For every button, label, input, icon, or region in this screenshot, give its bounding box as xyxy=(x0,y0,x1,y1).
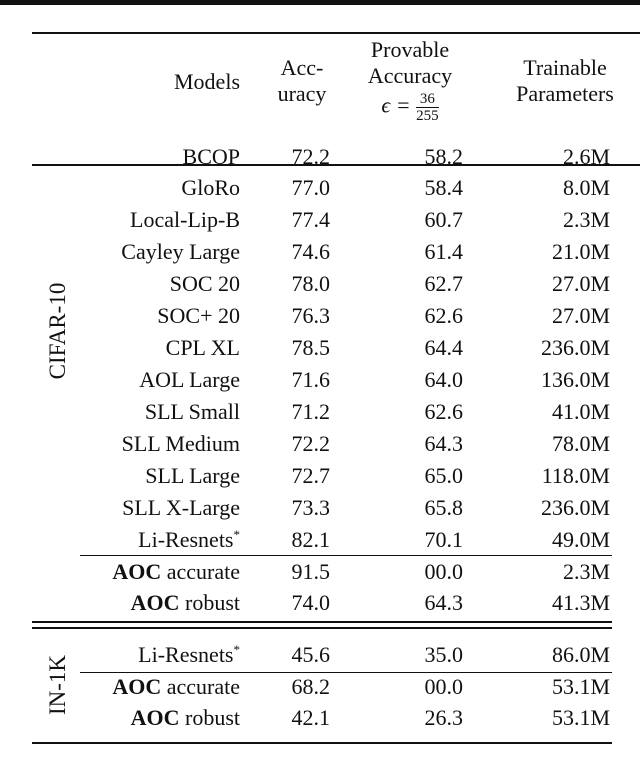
cell-provable-accuracy: 00.0 xyxy=(424,559,463,584)
cell-accuracy: 45.6 xyxy=(291,642,330,667)
header-rule xyxy=(32,164,640,166)
cell-model xyxy=(112,674,240,700)
eps-numerator: 36 xyxy=(416,91,439,108)
cell-parameters: 53.1M xyxy=(551,674,610,699)
cell-parameters: 236.0M xyxy=(540,495,610,520)
sub-rule-cifar xyxy=(80,555,612,556)
cell-parameters: 27.0M xyxy=(551,271,610,296)
cell-model xyxy=(122,431,240,457)
cell-parameters: 41.3M xyxy=(551,590,610,615)
cell-parameters: 8.0M xyxy=(562,175,610,200)
cell-provable-accuracy: 64.3 xyxy=(424,431,463,456)
header-params-line1: Trainable xyxy=(523,55,607,80)
footnote-marker: * xyxy=(233,527,240,542)
cell-provable-accuracy: 00.0 xyxy=(424,674,463,699)
cell-model xyxy=(138,527,240,553)
cell-model xyxy=(145,399,240,425)
header-provable-line2: Accuracy xyxy=(367,63,453,88)
cell-parameters: 21.0M xyxy=(551,239,610,264)
cell-accuracy: 72.2 xyxy=(291,431,330,456)
footnote-marker: * xyxy=(233,642,240,657)
cell-accuracy: 77.4 xyxy=(291,207,330,232)
header-accuracy xyxy=(262,55,342,107)
model-name: AOL Large xyxy=(139,367,240,392)
model-name: CPL XL xyxy=(165,335,240,360)
cell-model xyxy=(131,705,240,731)
epsilon-expression xyxy=(350,91,470,124)
model-bold-prefix: AOC xyxy=(130,705,180,730)
cell-accuracy: 74.6 xyxy=(291,239,330,264)
header-provable-accuracy xyxy=(350,37,470,124)
model-bold-prefix: AOC xyxy=(112,559,162,584)
cell-parameters: 49.0M xyxy=(551,527,610,552)
model-name: SLL X-Large xyxy=(122,495,240,520)
cell-provable-accuracy: 61.4 xyxy=(424,239,463,264)
header-accuracy-line2: uracy xyxy=(277,81,327,106)
cell-provable-accuracy: 64.3 xyxy=(424,590,463,615)
header-trainable-parameters xyxy=(490,55,640,107)
group-label-cifar10: CIFAR-10 xyxy=(45,282,70,380)
cell-parameters: 78.0M xyxy=(551,431,610,456)
model-name: SLL Large xyxy=(145,463,240,488)
cell-model xyxy=(139,367,240,393)
cell-parameters: 2.3M xyxy=(562,207,610,232)
model-name: Cayley Large xyxy=(121,239,240,264)
model-name: SLL Small xyxy=(144,399,240,424)
cell-accuracy: 77.0 xyxy=(291,175,330,200)
page-top-border xyxy=(0,0,640,5)
cell-accuracy: 71.6 xyxy=(291,367,330,392)
model-name: Li-Resnets xyxy=(138,642,234,667)
cell-accuracy: 68.2 xyxy=(291,674,330,699)
cell-provable-accuracy: 70.1 xyxy=(424,527,463,552)
eps-denominator: 255 xyxy=(416,108,439,124)
cell-accuracy: 78.5 xyxy=(291,335,330,360)
cell-model xyxy=(130,207,240,233)
model-name: robust xyxy=(185,705,240,730)
model-name: GloRo xyxy=(181,175,240,200)
cell-model xyxy=(183,144,240,170)
model-name: SOC+ 20 xyxy=(157,303,240,328)
cell-model xyxy=(131,590,240,616)
header-provable-line1: Provable xyxy=(370,37,450,62)
cell-accuracy: 73.3 xyxy=(291,495,330,520)
cell-parameters: 53.1M xyxy=(551,705,610,730)
cell-provable-accuracy: 64.4 xyxy=(424,335,463,360)
cell-parameters: 236.0M xyxy=(540,335,610,360)
cell-accuracy: 71.2 xyxy=(291,399,330,424)
cell-model xyxy=(145,463,240,489)
model-name: accurate xyxy=(166,559,240,584)
cell-parameters: 27.0M xyxy=(551,303,610,328)
double-rule-bottom xyxy=(32,627,612,629)
model-name: robust xyxy=(185,590,240,615)
model-name: BCOP xyxy=(182,144,240,169)
cell-model xyxy=(122,495,240,521)
epsilon-fraction xyxy=(416,91,439,124)
header-models: Models xyxy=(174,69,240,94)
cell-provable-accuracy: 64.0 xyxy=(424,367,463,392)
double-rule-top xyxy=(32,621,612,623)
cell-provable-accuracy: 26.3 xyxy=(424,705,463,730)
model-name: Li-Resnets xyxy=(138,527,234,552)
header-accuracy-line1: Acc- xyxy=(280,55,324,80)
cell-provable-accuracy: 65.8 xyxy=(424,495,463,520)
cell-model xyxy=(170,271,240,297)
cell-accuracy: 72.7 xyxy=(291,463,330,488)
model-name: SLL Medium xyxy=(121,431,240,456)
cell-parameters: 2.3M xyxy=(562,559,610,584)
cell-accuracy: 72.2 xyxy=(291,144,330,169)
cell-accuracy: 91.5 xyxy=(291,559,330,584)
cell-provable-accuracy: 65.0 xyxy=(424,463,463,488)
sub-rule-in1k xyxy=(80,672,612,673)
cell-parameters: 86.0M xyxy=(551,642,610,667)
model-bold-prefix: AOC xyxy=(112,674,162,699)
cell-provable-accuracy: 62.7 xyxy=(424,271,463,296)
cell-provable-accuracy: 62.6 xyxy=(424,303,463,328)
cell-parameters: 118.0M xyxy=(541,463,610,488)
cell-accuracy: 74.0 xyxy=(291,590,330,615)
cell-model xyxy=(121,239,240,265)
cell-accuracy: 76.3 xyxy=(291,303,330,328)
cell-accuracy: 82.1 xyxy=(291,527,330,552)
table-top-rule xyxy=(32,32,640,34)
model-bold-prefix: AOC xyxy=(130,590,180,615)
header-params-line2: Parameters xyxy=(516,81,614,106)
group-label-in1k: IN-1K xyxy=(45,654,70,716)
cell-model xyxy=(166,335,240,361)
cell-accuracy: 42.1 xyxy=(291,705,330,730)
cell-parameters: 41.0M xyxy=(551,399,610,424)
cell-accuracy: 78.0 xyxy=(291,271,330,296)
cell-provable-accuracy: 35.0 xyxy=(424,642,463,667)
cell-model xyxy=(157,303,240,329)
cell-provable-accuracy: 58.2 xyxy=(424,144,463,169)
cell-provable-accuracy: 62.6 xyxy=(424,399,463,424)
table-bottom-rule xyxy=(32,742,612,744)
model-name: Local-Lip-B xyxy=(130,207,240,232)
cell-provable-accuracy: 58.4 xyxy=(424,175,463,200)
cell-model xyxy=(112,559,240,585)
model-name: accurate xyxy=(166,674,240,699)
epsilon-symbol: ϵ = xyxy=(381,92,411,118)
cell-parameters: 136.0M xyxy=(540,367,610,392)
cell-provable-accuracy: 60.7 xyxy=(424,207,463,232)
model-name: SOC 20 xyxy=(169,271,240,296)
cell-parameters: 2.6M xyxy=(562,144,610,169)
cell-model xyxy=(138,642,240,668)
cell-model xyxy=(181,175,240,201)
